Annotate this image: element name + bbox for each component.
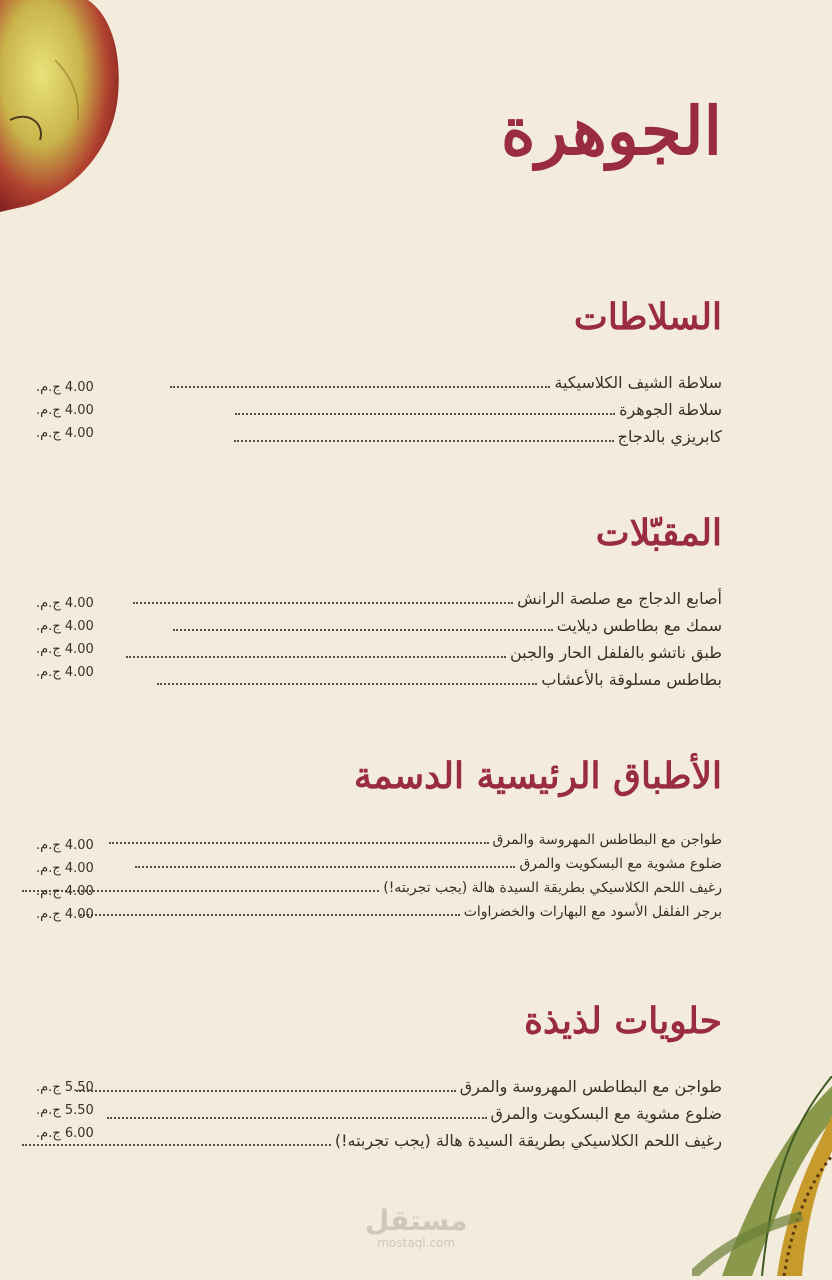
- item-price: 4.00 ج.م.: [36, 596, 94, 611]
- item-name: طبق ناتشو بالفلفل الحار والجبن: [509, 643, 722, 663]
- dot-leader: [170, 386, 550, 388]
- section-appetizers: [22, 512, 722, 697]
- price-column: [36, 1076, 94, 1145]
- item-price: 5.50 ج.م.: [36, 1080, 94, 1095]
- corn-illustration: [692, 1076, 832, 1280]
- dot-leader: [173, 629, 553, 631]
- item-price: 5.50 ج.م.: [36, 1103, 94, 1118]
- item-price: 4.00 ج.م.: [36, 642, 94, 657]
- menu-item: [22, 1077, 722, 1104]
- dot-leader: [135, 866, 515, 868]
- item-name: رغيف اللحم الكلاسيكي بطريقة السيدة هالة (يجب تجربته!): [334, 1131, 722, 1151]
- dot-leader: [235, 413, 615, 415]
- menu-item: [22, 670, 722, 697]
- price-column: [36, 376, 94, 445]
- item-name: سلاطة الجوهرة: [619, 400, 722, 420]
- item-price: 4.00 ج.م.: [36, 861, 94, 876]
- menu-item: [22, 856, 722, 880]
- item-price: 6.00 ج.م.: [36, 1126, 94, 1141]
- item-price: 4.00 ج.م.: [36, 403, 94, 418]
- dot-leader: [107, 1117, 487, 1119]
- item-price: 4.00 ج.م.: [36, 380, 94, 395]
- item-price: 4.00 ج.م.: [36, 619, 94, 634]
- section-heading: المقبّلات: [595, 512, 722, 554]
- item-name: أصابع الدجاج مع صلصة الرانش: [517, 589, 722, 609]
- item-name: طواجن مع البطاطس المهروسة والمرق: [492, 832, 722, 849]
- item-price: 4.00 ج.م.: [36, 907, 94, 922]
- price-column: [36, 834, 94, 926]
- dot-leader: [157, 683, 537, 685]
- item-price: 4.00 ج.م.: [36, 884, 94, 899]
- dot-leader: [133, 602, 513, 604]
- section-heading: السلاطات: [573, 296, 722, 338]
- menu-items: [22, 1077, 722, 1158]
- item-price: 4.00 ج.م.: [36, 665, 94, 680]
- item-price: 4.00 ج.م.: [36, 838, 94, 853]
- dot-leader: [126, 656, 506, 658]
- item-name: سمك مع بطاطس ديلايت: [556, 616, 722, 636]
- menu-item: [22, 832, 722, 856]
- item-name: رغيف اللحم الكلاسيكي بطريقة السيدة هالة (يجب تجربته!): [383, 880, 722, 897]
- menu-item: [22, 589, 722, 616]
- menu-items: [22, 589, 722, 697]
- item-name: ضلوع مشوية مع البسكويت والمرق: [519, 856, 722, 873]
- watermark-logo: مستقل: [365, 1204, 468, 1237]
- menu-item: [22, 427, 722, 454]
- menu-item: [22, 400, 722, 427]
- section-heading: حلويات لذيذة: [524, 1000, 722, 1042]
- item-name: برجر الفلفل الأسود مع البهارات والخضراوات: [463, 904, 722, 921]
- menu-items: [22, 832, 722, 928]
- menu-item: [22, 880, 722, 904]
- menu-item: [22, 373, 722, 400]
- dot-leader: [234, 440, 614, 442]
- item-name: كابريزي بالدجاج: [617, 427, 722, 447]
- dot-leader: [80, 914, 460, 916]
- menu-item: [22, 1131, 722, 1158]
- item-name: طواجن مع البطاطس المهروسة والمرق: [459, 1077, 722, 1097]
- menu-items: [22, 373, 722, 454]
- item-name: بطاطس مسلوقة بالأعشاب: [541, 670, 722, 690]
- watermark-url: mostaql.com: [377, 1236, 456, 1250]
- section-main-dishes: [22, 755, 722, 928]
- menu-item: [22, 904, 722, 928]
- item-name: سلاطة الشيف الكلاسيكية: [554, 373, 722, 393]
- dot-leader: [76, 1090, 456, 1092]
- item-name: ضلوع مشوية مع البسكويت والمرق: [490, 1104, 722, 1124]
- restaurant-title: الجوهرة: [501, 92, 722, 170]
- fruit-illustration: [0, 0, 125, 219]
- menu-item: [22, 1104, 722, 1131]
- price-column: [36, 592, 94, 684]
- menu-item: [22, 643, 722, 670]
- item-price: 4.00 ج.م.: [36, 426, 94, 441]
- section-heading: الأطباق الرئيسية الدسمة: [353, 755, 722, 797]
- section-desserts: [22, 1000, 722, 1158]
- menu-item: [22, 616, 722, 643]
- watermark: [365, 1206, 467, 1250]
- dot-leader: [109, 842, 489, 844]
- section-salads: [22, 296, 722, 454]
